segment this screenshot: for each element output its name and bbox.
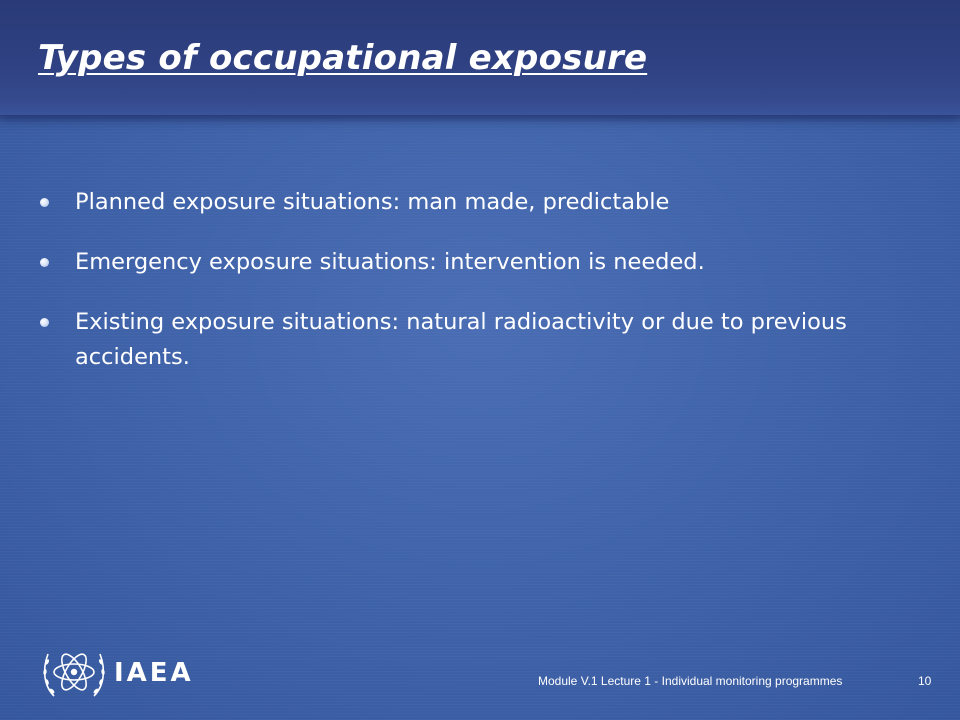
bullet-dot-icon bbox=[40, 318, 49, 327]
iaea-logo-text: IAEA bbox=[114, 658, 194, 688]
bullet-dot-icon bbox=[40, 198, 49, 207]
bullet-item-planned bbox=[38, 185, 898, 220]
bullet-text: Planned exposure situations: man made, predictable bbox=[75, 189, 670, 215]
iaea-logo bbox=[36, 636, 211, 712]
page-number: 10 bbox=[918, 674, 932, 688]
iaea-atom-laurel-icon bbox=[36, 636, 112, 712]
bullet-list bbox=[38, 185, 898, 400]
slide-title: Types of occupational exposure bbox=[38, 38, 648, 78]
title-band bbox=[0, 0, 960, 115]
footer-module-text: Module V.1 Lecture 1 - Individual monitoring programmes bbox=[538, 674, 843, 688]
bullet-text: Emergency exposure situations: intervention is needed. bbox=[75, 249, 705, 275]
bullet-item-emergency bbox=[38, 245, 898, 280]
bullet-item-existing bbox=[38, 305, 898, 375]
bullet-text: Existing exposure situations: natural radioactivity or due to previous accidents. bbox=[75, 309, 847, 370]
bullet-dot-icon bbox=[40, 258, 49, 267]
